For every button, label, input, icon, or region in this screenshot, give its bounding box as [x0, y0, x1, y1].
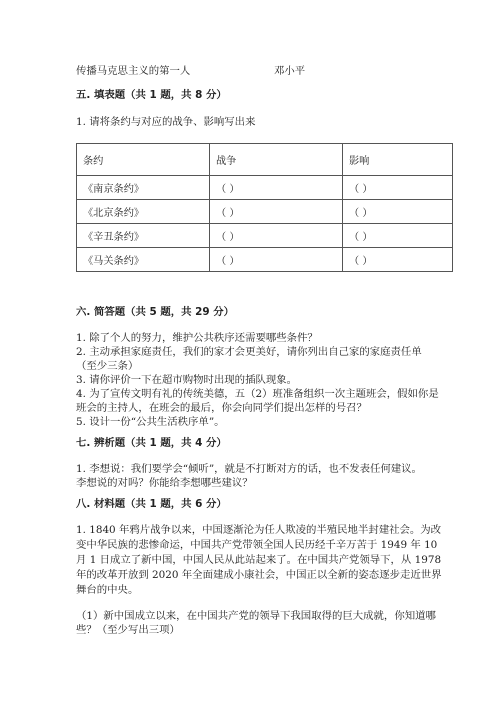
question-line: 1. 李想说：我们要学会“倾听”，就是不打断对方的话，也不发表任何建议。 — [76, 463, 422, 475]
section-heading-fill-table: 五. 填表题（共 1 题，共 8 分） — [76, 89, 227, 101]
question-line: 李想说的对吗？你能给李想哪些建议？ — [76, 477, 253, 489]
section-heading-discrimination: 七. 辨析题（共 1 题，共 4 分） — [76, 437, 227, 449]
treaty-cell: 《北京条约》 — [77, 200, 210, 224]
material-line: 舞台的中央。 — [76, 584, 139, 596]
material-line: 变中华民族的悲惨命运，中国共产党带领全国人民历经千辛万苦于 1949 年 10 — [76, 539, 438, 551]
question-line: 4. 为了宣传文明有礼的传统美德，五（2）班准备组织一次主题班会，假如你是 — [76, 388, 439, 400]
answer-text: 邓小平 — [274, 65, 306, 77]
impact-blank[interactable]: （ ） — [343, 224, 453, 248]
treaty-cell: 《马关条约》 — [77, 248, 210, 272]
table-row — [77, 176, 453, 200]
table-row — [77, 200, 453, 224]
treaty-cell: 《南京条约》 — [77, 176, 210, 200]
table-row — [77, 248, 453, 272]
material-line: 年的改革开放到 2020 年全面建成小康社会，中国正以全新的姿态逐步走近世界 — [76, 569, 442, 581]
column-header: 战争 — [210, 144, 343, 176]
sub-question-line: 些？（至少写出三项） — [76, 624, 180, 636]
war-blank[interactable]: （ ） — [210, 200, 343, 224]
question-line: 班会的主持人，在班会的最后，你会向同学们提出怎样的号召？ — [76, 402, 367, 414]
material-line: 1. 1840 年鸦片战争以来，中国逐渐沦为任人欺凌的半殖民地半封建社会。为改 — [76, 524, 442, 536]
section-heading-short-answer: 六. 简答题（共 5 题，共 29 分） — [76, 306, 235, 318]
table-header-row — [77, 144, 453, 176]
question-line: （至少三条） — [76, 360, 139, 372]
treaty-table — [76, 143, 453, 272]
answer-prompt: 传播马克思主义的第一人 — [76, 65, 191, 77]
question-line: 2. 主动承担家庭责任，我们的家才会更美好，请你列出自己家的家庭责任单 — [76, 346, 422, 358]
table-row — [77, 224, 453, 248]
column-header: 影响 — [343, 144, 453, 176]
material-line: 月 1 日成立了新中国，中国人民从此站起来了。在中国共产党领导下，从 1978 — [76, 554, 442, 566]
sub-question-line: （1）新中国成立以来，在中国共产党的领导下我国取得的巨大成就，你知道哪 — [76, 610, 436, 622]
war-blank[interactable]: （ ） — [210, 248, 343, 272]
war-blank[interactable]: （ ） — [210, 224, 343, 248]
treaty-cell: 《辛丑条约》 — [77, 224, 210, 248]
section-heading-material: 八. 材料题（共 1 题，共 6 分） — [76, 498, 227, 510]
column-header: 条约 — [77, 144, 210, 176]
impact-blank[interactable]: （ ） — [343, 200, 453, 224]
question-text: 1. 请将条约与对应的战争、影响写出来 — [76, 116, 256, 128]
impact-blank[interactable]: （ ） — [343, 176, 453, 200]
question-line: 5. 设计一份“公共生活秩序单”。 — [76, 416, 225, 428]
question-line: 3. 请你评价一下在超市购物时出现的插队现象。 — [76, 374, 298, 386]
war-blank[interactable]: （ ） — [210, 176, 343, 200]
impact-blank[interactable]: （ ） — [343, 248, 453, 272]
question-line: 1. 除了个人的努力，维护公共秩序还需要哪些条件？ — [76, 332, 318, 344]
